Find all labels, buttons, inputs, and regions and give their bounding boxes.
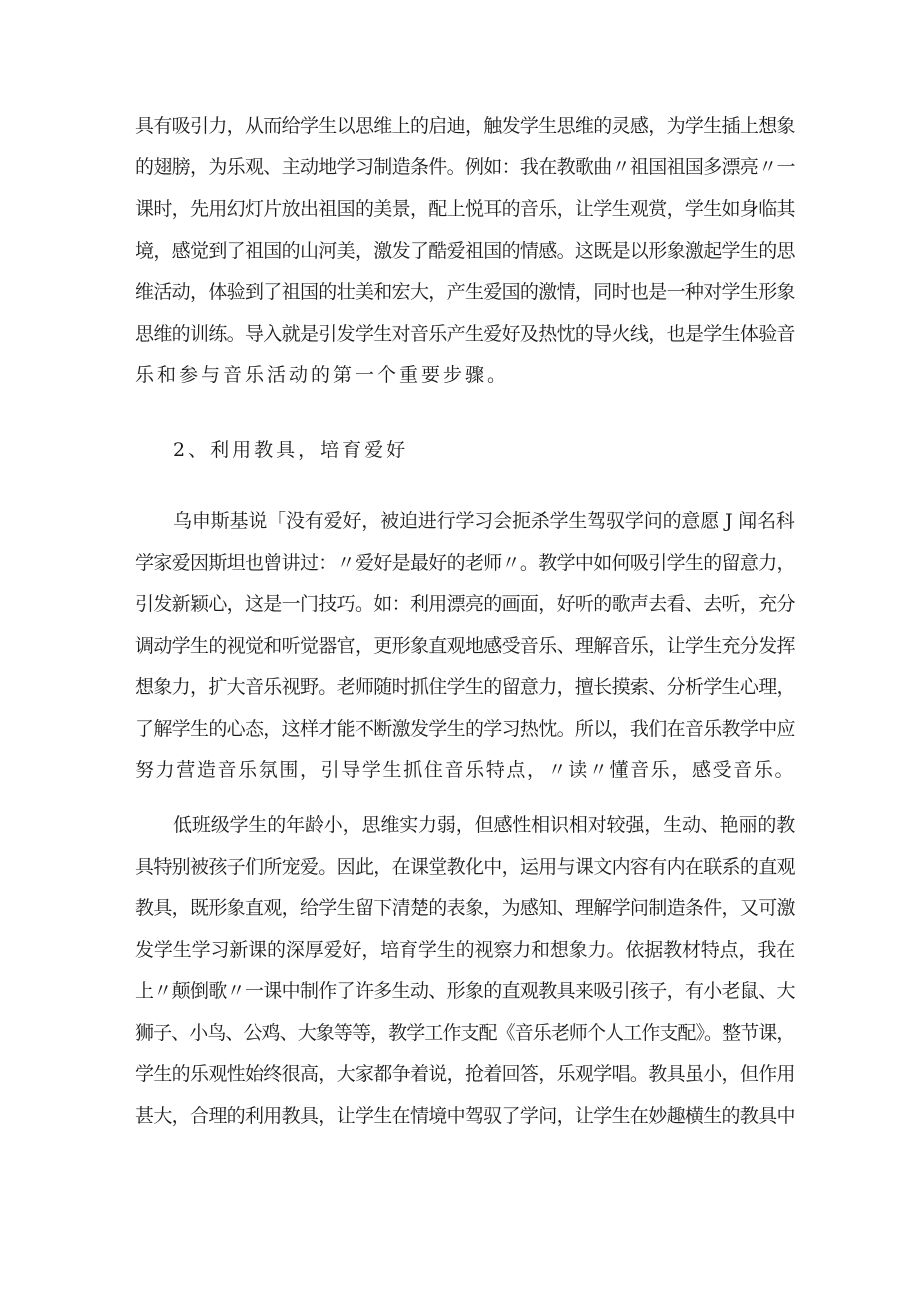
- section-heading: 2、利用教具，培育爱好: [173, 439, 409, 461]
- paragraph-1-line-6: 思维的训练。导入就是引发学生对音乐产生爱好及热忱的导火线，也是学生体验音: [135, 323, 795, 345]
- paragraph-3-line-3: 教具，既形象直观，给学生留下清楚的表象，为感知、理解学问制造条件，又可激: [135, 897, 795, 919]
- paragraph-3-line-7: 学生的乐观性始终很高，大家都争着说，抢着回答，乐观学唱。教具虽小，但作用: [135, 1063, 795, 1085]
- paragraph-2-line-6: 了解学生的心态，这样才能不断激发学生的学习热忱。所以，我们在音乐教学中应: [135, 718, 795, 740]
- paragraph-1-line-1: 具有吸引力，从而给学生以思维上的启迪，触发学生思维的灵感，为学生插上想象: [135, 115, 795, 137]
- paragraph-1-line-4: 境，感觉到了祖国的山河美，激发了酷爱祖国的情感。这既是以形象激起学生的思: [135, 240, 795, 262]
- paragraph-2-line-7: 努力营造音乐氛围，引导学生抓住音乐特点，〃读〃懂音乐，感受音乐。: [135, 759, 796, 781]
- paragraph-1-line-5: 维活动，体验到了祖国的壮美和宏大，产生爱国的激情，同时也是一种对学生形象: [135, 281, 795, 303]
- paragraph-3-line-8: 甚大，合理的利用教具，让学生在情境中驾驭了学问，让学生在妙趣横生的教具中: [135, 1105, 795, 1127]
- paragraph-1-line-7: 乐和参与音乐活动的第一个重要步骤。: [135, 364, 510, 386]
- paragraph-3-line-1: 低班级学生的年龄小，思维实力弱，但感性相识相对较强，生动、艳丽的教: [173, 814, 796, 836]
- paragraph-2-line-5: 想象力，扩大音乐视野。老师随时抓住学生的留意力，擅长摸索、分析学生心理，: [135, 676, 795, 698]
- paragraph-1-line-2: 的翅膀，为乐观、主动地学习制造条件。例如：我在教歌曲〃祖国祖国多漂亮〃一: [135, 156, 795, 178]
- paragraph-2-line-3: 引发新颖心，这是一门技巧。如：利用漂亮的画面，好听的歌声去看、去听，充分: [135, 593, 795, 615]
- paragraph-3-line-5: 上〃颠倒歌〃一课中制作了许多生动、形象的直观教具来吸引孩子，有小老鼠、大: [135, 980, 795, 1002]
- paragraph-3-line-6: 狮子、小鸟、公鸡、大象等等，教学工作支配《音乐老师个人工作支配》。整节课，: [135, 1022, 795, 1044]
- paragraph-3-line-2: 具特别被孩子们所宠爱。因此，在课堂教化中，运用与课文内容有内在联系的直观: [135, 856, 795, 878]
- paragraph-1-line-3: 课时，先用幻灯片放出祖国的美景，配上悦耳的音乐，让学生观赏，学生如身临其: [135, 198, 795, 220]
- paragraph-3-line-4: 发学生学习新课的深厚爱好，培育学生的视察力和想象力。依据教材特点，我在: [135, 939, 796, 961]
- paragraph-2-line-2: 学家爱因斯坦也曾讲过：〃爱好是最好的老师〃。教学中如何吸引学生的留意力，: [135, 552, 795, 574]
- paragraph-2-line-1: 乌申斯基说「没有爱好，被迫进行学习会扼杀学生驾驭学问的意愿 J 闻名科: [173, 510, 795, 532]
- paragraph-2-line-4: 调动学生的视觉和听觉器官，更形象直观地感受音乐、理解音乐，让学生充分发挥: [135, 635, 795, 657]
